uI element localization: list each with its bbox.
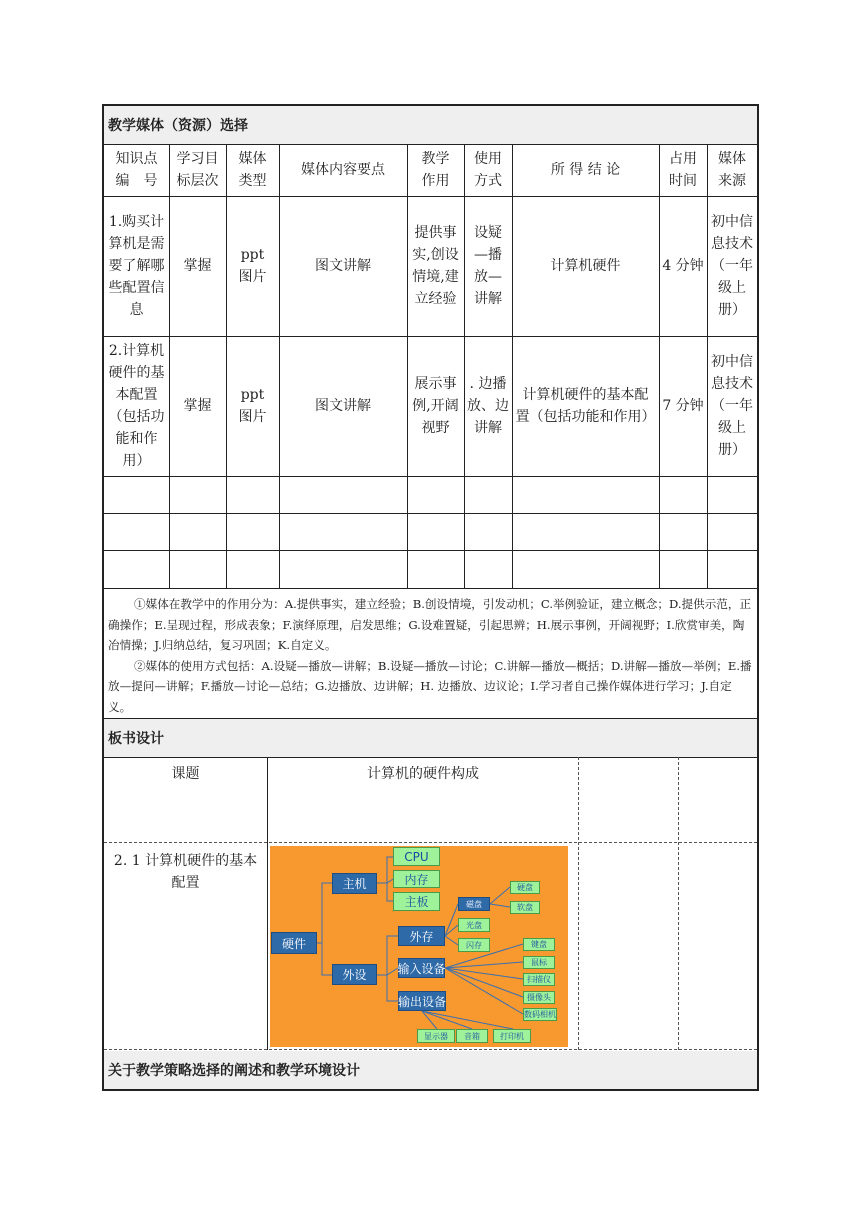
cell-text-line: 方式	[474, 173, 502, 189]
cell-text-line: 媒体内容要点	[301, 162, 385, 178]
cell-text-line: 些配置信	[108, 280, 165, 296]
lesson-plan-table	[102, 104, 759, 1091]
empty-table-cell	[464, 476, 512, 513]
node-peripheral: 外设	[332, 964, 377, 985]
table-cell	[512, 336, 659, 476]
empty-table-cell	[226, 476, 279, 513]
cell-text-line: 占用	[669, 151, 697, 167]
divider	[104, 588, 757, 589]
cell-text-line: 息	[129, 302, 144, 318]
divider	[104, 1049, 757, 1050]
cell-text-line: 图片	[238, 269, 267, 285]
cell-text-line: 例,开阔	[412, 398, 459, 414]
node-webcam: 摄像头	[523, 991, 555, 1004]
cell-text-line: 册）	[718, 442, 746, 458]
divider	[104, 842, 757, 843]
board-section-title: 板书设计	[104, 719, 757, 757]
node-flash: 闪存	[458, 938, 490, 952]
board-topic-value: 计算机的硬件构成	[367, 766, 479, 782]
empty-table-cell	[464, 550, 512, 588]
cell-text-line: 能和作	[115, 431, 158, 447]
media-note-usage: ②媒体的使用方式包括：A.设疑—播放—讲解；B.设疑—播放—讨论；C.讲解—播放—概括；D.讲解—播放—举例；E.播放—提问—讲解；F.播放—讨论—总结；G.边播放、边讲解；H. 边播放、边议论；I.学习者自己操作媒体进行学习；J.自定义。	[108, 658, 752, 714]
cell-text-line: 媒体	[238, 151, 267, 167]
table-header-cell	[104, 144, 169, 196]
empty-table-cell	[226, 513, 279, 550]
cell-text-line: 教学	[421, 151, 450, 167]
cell-text-line: 讲解	[474, 291, 502, 307]
node-memory: 内存	[393, 870, 440, 888]
cell-text-line: 学习目	[176, 151, 219, 167]
cell-text-line: 放—	[474, 269, 502, 285]
cell-text-line: （一年	[711, 398, 753, 414]
divider	[104, 757, 757, 758]
table-header-cell	[464, 144, 512, 196]
empty-table-cell	[104, 550, 169, 588]
cell-text-line: 来源	[718, 173, 746, 189]
table-cell	[407, 196, 464, 336]
cell-text-line: 息技术	[711, 236, 753, 252]
cell-text-line: ppt	[240, 387, 265, 403]
media-notes	[108, 594, 754, 717]
cell-text-line: 情境,建	[412, 269, 459, 285]
table-cell	[512, 196, 659, 336]
media-note-role: ①媒体在教学中的作用分为：A.提供事实，建立经验；B.创设情境，引发动机；C.举例验证，建立概念；D.提供示范，正确操作；E.呈现过程，形成表象；F.演绎原理，启发思维；G.设难置疑，引起思辨；H.展示事例，开阔视野；I.欣赏审美，陶冶情操；J.归纳总结，复习巩固；K.自定义。	[108, 597, 752, 652]
divider	[267, 757, 268, 1050]
cell-text-line: 要了解哪	[108, 258, 165, 274]
cell-text-line: 放、边	[467, 398, 509, 414]
cell-text-line: 本配置	[115, 387, 158, 403]
cell-text-line: 使用	[474, 151, 502, 167]
board-item-label-line: 2. 1 计算机硬件的基本	[113, 853, 258, 869]
cell-text-line: 算机是需	[108, 236, 165, 252]
cell-text-line: 级上	[718, 280, 746, 296]
cell-text-line: 实,创设	[412, 247, 459, 263]
empty-table-cell	[407, 513, 464, 550]
empty-table-cell	[707, 550, 757, 588]
cell-text-line: 图文讲解	[315, 398, 371, 414]
cell-text-line: 展示事	[414, 376, 457, 392]
node-storage: 外存	[398, 926, 445, 946]
node-output: 输出设备	[398, 991, 446, 1011]
table-cell	[279, 196, 407, 336]
cell-text-line: 掌握	[183, 398, 212, 414]
cell-text-line: 置（包括功能和作用）	[515, 409, 656, 425]
empty-table-cell	[512, 476, 659, 513]
table-cell	[104, 336, 169, 476]
empty-table-cell	[169, 550, 226, 588]
node-digital-camera: 数码相机	[524, 1010, 556, 1019]
node-mouse: 鼠标	[523, 956, 555, 969]
empty-table-cell	[279, 513, 407, 550]
table-header-cell	[407, 144, 464, 196]
cell-text-line: 掌握	[183, 258, 212, 274]
cell-text-line: 编 号	[115, 173, 158, 189]
cell-text-line: 册）	[718, 302, 746, 318]
empty-table-cell	[407, 476, 464, 513]
divider	[578, 757, 579, 1050]
table-cell	[707, 196, 757, 336]
empty-table-cell	[707, 513, 757, 550]
table-header-cell	[659, 144, 707, 196]
table-cell	[659, 336, 707, 476]
board-item-label-line: 配置	[171, 875, 200, 891]
board-item-label	[104, 850, 267, 894]
table-header-cell	[226, 144, 279, 196]
node-floppy: 软盘	[510, 901, 540, 914]
cell-text-line: （一年	[711, 258, 753, 274]
cell-text-line: —播	[474, 247, 502, 263]
node-keyboard: 键盘	[523, 938, 555, 951]
strategy-section-title: 关于教学策略选择的阐述和教学环境设计	[104, 1051, 757, 1089]
cell-text-line: 级上	[718, 420, 746, 436]
node-speaker: 音箱	[456, 1029, 488, 1043]
cell-text-line: 2.计算机	[108, 343, 165, 359]
hardware-mind-map	[270, 846, 568, 1047]
cell-text-line: 息技术	[711, 376, 753, 392]
table-cell	[464, 196, 512, 336]
cell-text-line: 时间	[669, 173, 697, 189]
media-section-title: 教学媒体（资源）选择	[104, 106, 757, 144]
table-header-cell	[512, 144, 659, 196]
empty-table-cell	[226, 550, 279, 588]
cell-text-line: 图文讲解	[315, 258, 371, 274]
empty-table-cell	[512, 513, 659, 550]
cell-text-line: 类型	[238, 173, 267, 189]
empty-table-cell	[659, 550, 707, 588]
node-hardware: 硬件	[271, 932, 317, 954]
table-cell	[104, 196, 169, 336]
node-monitor: 显示器	[417, 1029, 455, 1043]
node-printer: 打印机	[493, 1029, 531, 1043]
node-disk: 磁盘	[458, 897, 490, 911]
cell-text-line: 视野	[421, 420, 450, 436]
table-cell	[707, 336, 757, 476]
cell-text-line: 计算机硬件的基本配	[522, 387, 649, 403]
empty-table-cell	[707, 476, 757, 513]
cell-text-line: 作用	[421, 173, 450, 189]
cell-text-line: 提供事	[414, 225, 457, 241]
table-cell	[464, 336, 512, 476]
empty-table-cell	[659, 513, 707, 550]
cell-text-line: （包括功	[108, 409, 165, 425]
empty-table-cell	[104, 513, 169, 550]
cell-text-line: 7 分钟	[662, 398, 704, 414]
cell-text-line: 初中信	[711, 214, 753, 230]
cell-text-line: 图片	[238, 409, 267, 425]
node-cpu: CPU	[393, 847, 440, 866]
node-motherboard: 主板	[393, 892, 440, 911]
cell-text-line: 媒体	[718, 151, 746, 167]
table-cell	[407, 336, 464, 476]
table-header-cell	[707, 144, 757, 196]
board-topic-label: 课题	[171, 766, 200, 782]
cell-text-line: 设疑	[474, 225, 502, 241]
cell-text-line: 硬件的基	[108, 365, 165, 381]
empty-table-cell	[104, 476, 169, 513]
cell-text-line: 标层次	[176, 173, 219, 189]
table-cell	[659, 196, 707, 336]
cell-text-line: 用）	[122, 453, 151, 469]
cell-text-line: 初中信	[711, 354, 753, 370]
empty-table-cell	[512, 550, 659, 588]
cell-text-line: 讲解	[474, 420, 502, 436]
empty-table-cell	[169, 513, 226, 550]
node-hard-disk: 硬盘	[510, 881, 540, 894]
cell-text-line: 4 分钟	[662, 258, 704, 274]
cell-text-line: ppt	[240, 247, 265, 263]
table-cell	[226, 196, 279, 336]
cell-text-line: 1.购买计	[108, 214, 165, 230]
cell-text-line: 知识点	[115, 151, 158, 167]
node-optical: 光盘	[458, 918, 490, 932]
table-header-cell	[169, 144, 226, 196]
table-cell	[169, 336, 226, 476]
empty-table-cell	[464, 513, 512, 550]
cell-text-line: 立经验	[414, 291, 457, 307]
cell-text-line: 计算机硬件	[550, 258, 621, 274]
cell-text-line: 所 得 结 论	[550, 162, 621, 178]
node-scanner: 扫描仪	[523, 973, 555, 986]
table-cell	[169, 196, 226, 336]
cell-text-line: . 边播	[469, 376, 507, 392]
table-cell	[279, 336, 407, 476]
empty-table-cell	[279, 550, 407, 588]
node-input: 输入设备	[398, 958, 445, 978]
table-header-cell	[279, 144, 407, 196]
empty-table-cell	[407, 550, 464, 588]
empty-table-cell	[169, 476, 226, 513]
empty-table-cell	[279, 476, 407, 513]
table-cell	[226, 336, 279, 476]
node-host: 主机	[332, 873, 377, 894]
divider	[678, 757, 679, 1050]
empty-table-cell	[659, 476, 707, 513]
